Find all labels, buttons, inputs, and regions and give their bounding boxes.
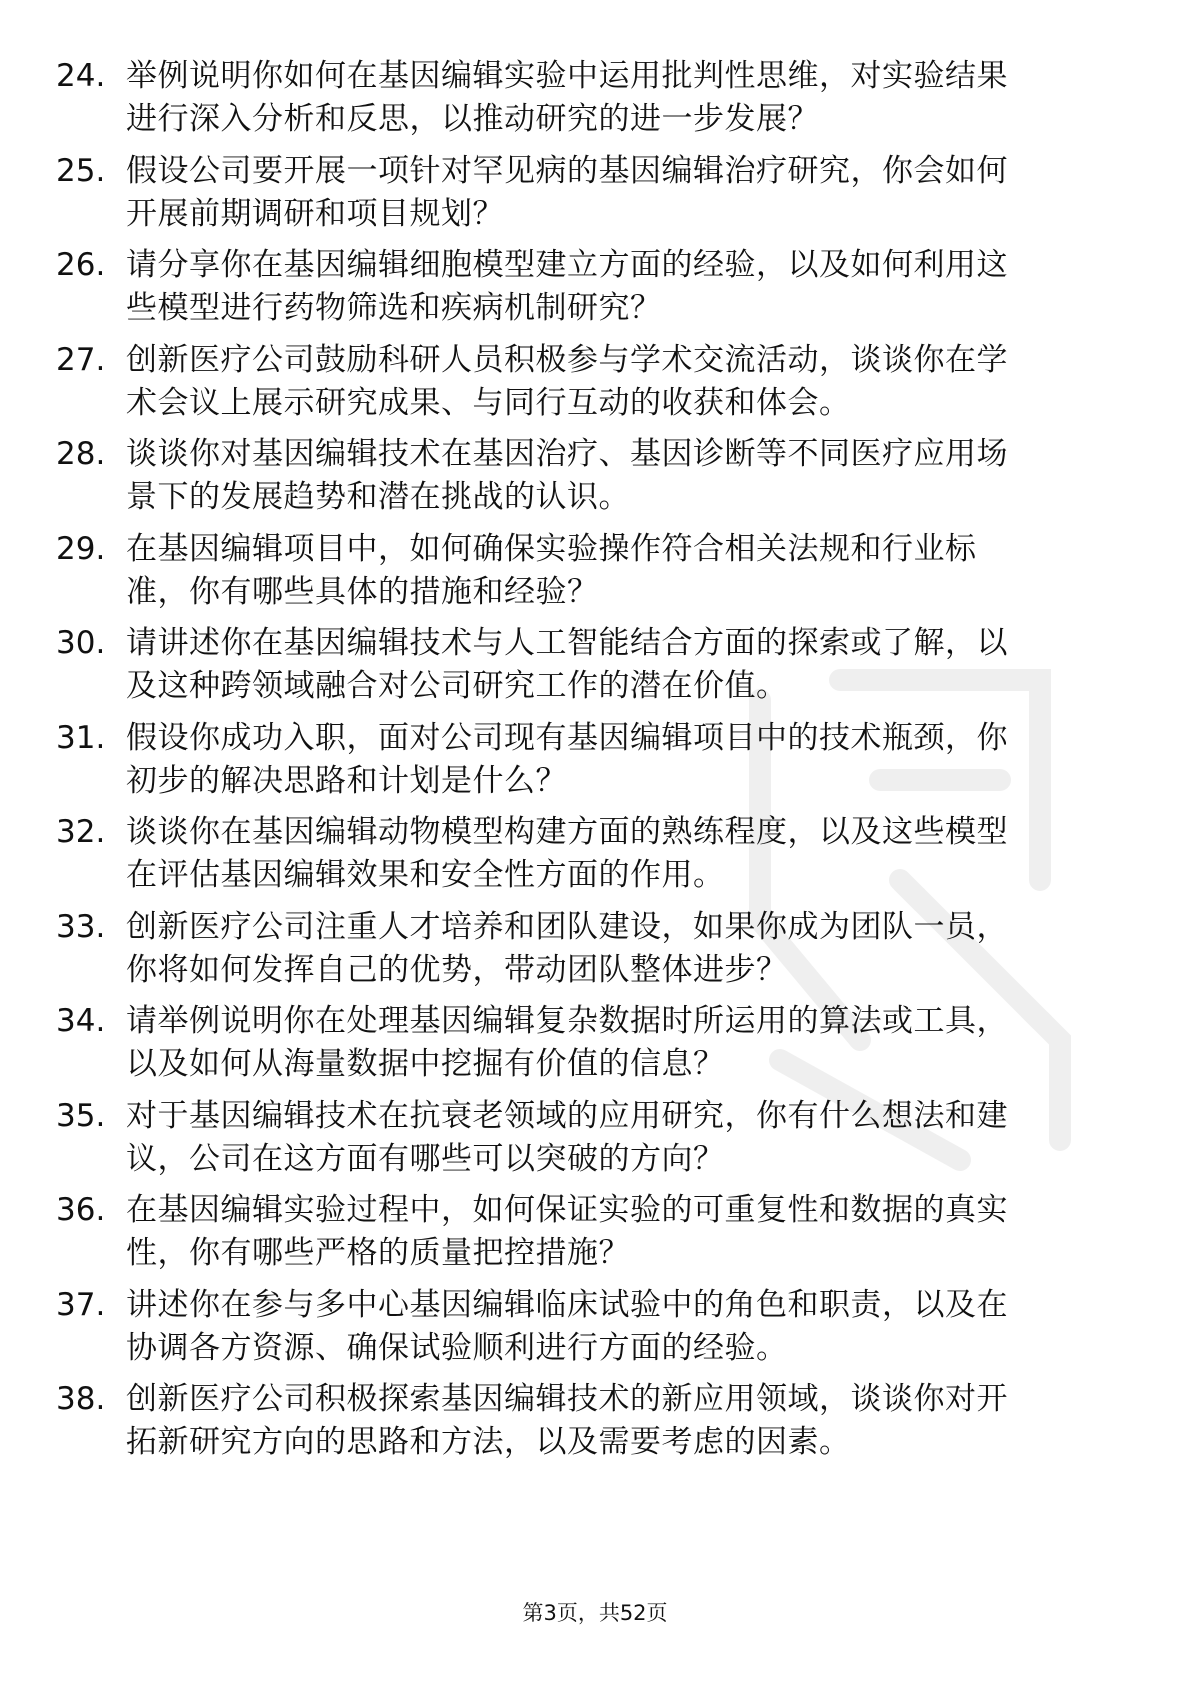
question-number: 26. xyxy=(56,247,106,283)
question-list xyxy=(56,55,1136,1473)
question-number: 27. xyxy=(56,341,106,378)
question-text: 在基因编辑项目中，如何确保实验操作符合相关法规和行业标 准，你有哪些具体的措施和经验？ xyxy=(126,530,977,610)
question-text: 创新医疗公司注重人才培养和团队建设，如果你成为团队一员， 你将如何发挥自己的优势，带动团队整体进步？ xyxy=(126,908,1008,988)
question-item xyxy=(56,1000,1136,1095)
question-item xyxy=(56,1378,1136,1473)
question-number: 25. xyxy=(56,152,106,189)
question-number: 38. xyxy=(56,1381,106,1417)
question-text: 创新医疗公司鼓励科研人员积极参与学术交流活动，谈谈你在学 术会议上展示研究成果、与同行互动的收获和体会。 xyxy=(126,341,1008,421)
question-number: 35. xyxy=(56,1097,106,1134)
question-item xyxy=(56,622,1136,717)
question-number: 36. xyxy=(56,1192,106,1228)
question-text: 请讲述你在基因编辑技术与人工智能结合方面的探索或了解，以 及这种跨领域融合对公司研究工作的潜在价值。 xyxy=(126,625,1008,704)
question-number: 24. xyxy=(56,58,106,94)
question-number: 32. xyxy=(56,814,106,850)
question-text: 假设你成功入职，面对公司现有基因编辑项目中的技术瓶颈，你 初步的解决思路和计划是什么？ xyxy=(126,719,1008,799)
question-item xyxy=(56,433,1136,528)
question-item xyxy=(56,1284,1136,1379)
question-text: 请举例说明你在处理基因编辑复杂数据时所运用的算法或工具， 以及如何从海量数据中挖掘有价值的信息？ xyxy=(126,1003,1008,1082)
question-number: 34. xyxy=(56,1003,106,1039)
question-number: 29. xyxy=(56,530,106,567)
question-text: 谈谈你对基因编辑技术在基因治疗、基因诊断等不同医疗应用场 景下的发展趋势和潜在挑战的认识。 xyxy=(126,436,1008,515)
question-number: 31. xyxy=(56,719,106,756)
question-text: 请分享你在基因编辑细胞模型建立方面的经验，以及如何利用这 些模型进行药物筛选和疾病机制研究？ xyxy=(126,247,1008,326)
question-text: 讲述你在参与多中心基因编辑临床试验中的角色和职责，以及在 协调各方资源、确保试验顺利进行方面的经验。 xyxy=(126,1286,1008,1366)
question-item xyxy=(56,906,1136,1001)
question-item xyxy=(56,339,1136,434)
question-text: 谈谈你在基因编辑动物模型构建方面的熟练程度，以及这些模型 在评估基因编辑效果和安全性方面的作用。 xyxy=(126,814,1008,893)
question-number: 37. xyxy=(56,1286,106,1323)
question-text: 假设公司要开展一项针对罕见病的基因编辑治疗研究，你会如何 开展前期调研和项目规划？ xyxy=(126,152,1008,232)
question-item xyxy=(56,244,1136,339)
question-item xyxy=(56,811,1136,906)
question-item xyxy=(56,717,1136,812)
question-text: 对于基因编辑技术在抗衰老领域的应用研究，你有什么想法和建 议，公司在这方面有哪些可以突破的方向？ xyxy=(126,1097,1008,1177)
question-number: 30. xyxy=(56,625,106,661)
question-text: 在基因编辑实验过程中，如何保证实验的可重复性和数据的真实 性，你有哪些严格的质量把控措施？ xyxy=(126,1192,1008,1271)
question-number: 28. xyxy=(56,436,106,472)
question-number: 33. xyxy=(56,908,106,945)
question-item xyxy=(56,150,1136,245)
question-item xyxy=(56,1095,1136,1190)
question-item xyxy=(56,55,1136,150)
question-text: 举例说明你如何在基因编辑实验中运用批判性思维，对实验结果 进行深入分析和反思，以推动研究的进一步发展？ xyxy=(126,58,1008,137)
page-footer: 第3页，共52页 xyxy=(522,1601,668,1625)
question-item xyxy=(56,528,1136,623)
question-item xyxy=(56,1189,1136,1284)
question-text: 创新医疗公司积极探索基因编辑技术的新应用领域，谈谈你对开 拓新研究方向的思路和方法，以及需要考虑的因素。 xyxy=(126,1381,1008,1460)
